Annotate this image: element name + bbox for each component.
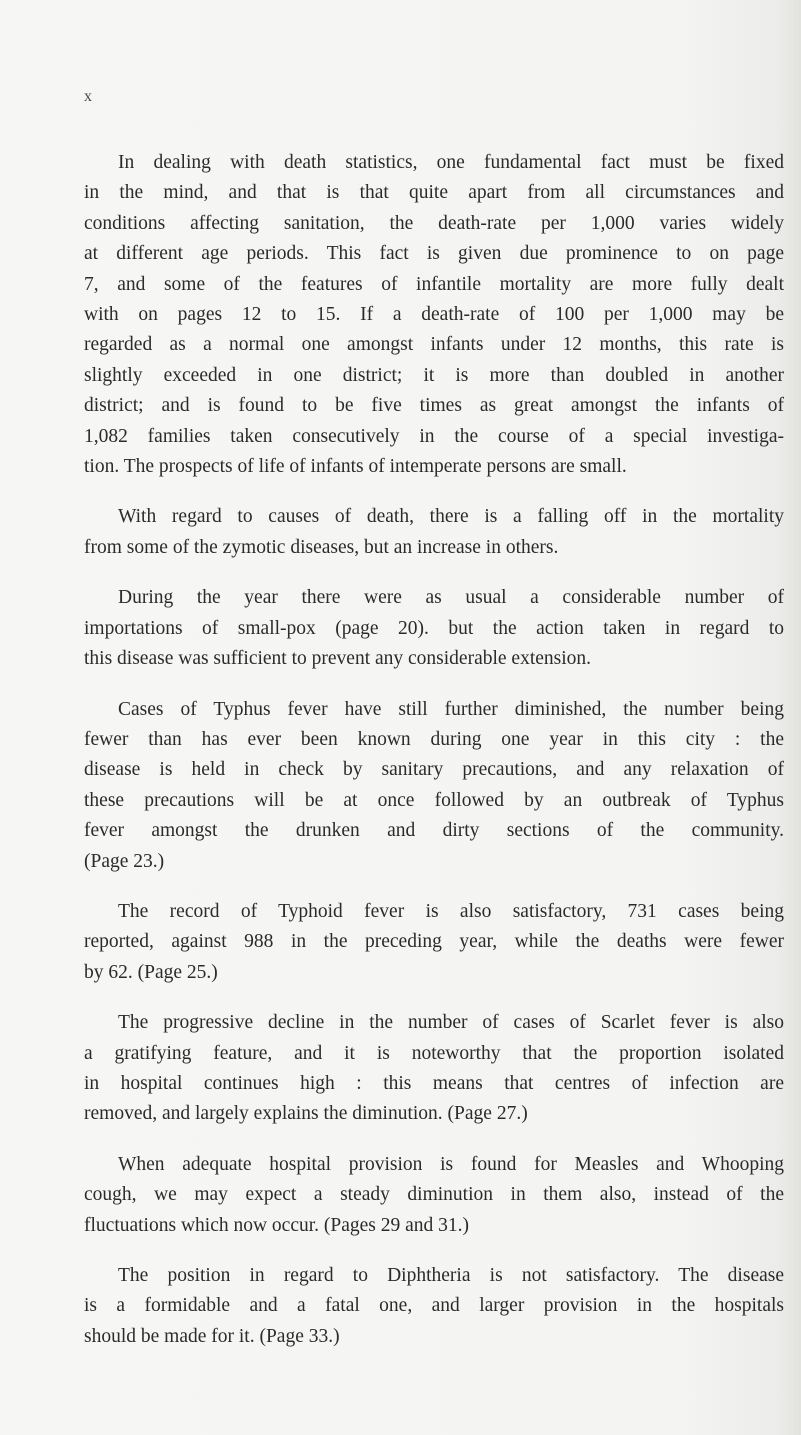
text-line: During the year there were as usual a considerable number of xyxy=(118,587,784,609)
text-line: by 62. (Page 25.) xyxy=(84,961,218,983)
text-line: fluctuations which now occur. (Pages 29 and 31.) xyxy=(84,1214,470,1236)
text-line: should be made for it. (Page 33.) xyxy=(84,1325,340,1347)
text-line: The progressive decline in the number of cases of Scarlet fever is also xyxy=(118,1012,784,1034)
text-line: in hospital continues high : this means that centres of infection are xyxy=(84,1072,784,1094)
paragraph xyxy=(84,695,784,877)
text-line: When adequate hospital provision is found for Measles and Whooping xyxy=(118,1153,784,1175)
paragraph xyxy=(84,1261,784,1352)
text-line: importations of small-pox (page 20). but the action taken in regard to xyxy=(84,617,784,639)
text-line: 1,082 families taken consecutively in the course of a special investiga- xyxy=(84,425,784,447)
paragraph xyxy=(84,148,784,482)
page-number: x xyxy=(84,88,93,105)
text-line: slightly exceeded in one district; it is more than doubled in another xyxy=(84,364,784,386)
paragraph xyxy=(84,502,784,563)
paragraph xyxy=(84,1008,784,1130)
text-line: (Page 23.) xyxy=(84,850,165,872)
text-line: district; and is found to be five times as great amongst the infants of xyxy=(84,395,784,417)
paragraph xyxy=(84,897,784,988)
text-line: a gratifying feature, and it is noteworthy that the proportion isolated xyxy=(84,1042,784,1064)
text-line: this disease was sufficient to prevent any considerable extension. xyxy=(84,648,592,670)
text-line: is a formidable and a fatal one, and larger provision in the hospitals xyxy=(84,1295,784,1317)
text-line: removed, and largely explains the diminution. (Page 27.) xyxy=(84,1103,528,1125)
report-body xyxy=(84,148,784,1372)
text-line: from some of the zymotic diseases, but an increase in others. xyxy=(84,536,559,558)
paragraph xyxy=(84,1150,784,1241)
text-line: cough, we may expect a steady diminution in them also, instead of the xyxy=(84,1184,784,1206)
text-line: 7, and some of the features of infantile mortality are more fully dealt xyxy=(84,273,784,295)
text-line: tion. The prospects of life of infants of intemperate persons are small. xyxy=(84,456,627,478)
text-line: disease is held in check by sanitary precautions, and any relaxation of xyxy=(84,759,784,781)
text-line: in the mind, and that is that quite apart from all circumstances and xyxy=(84,182,784,204)
text-line: In dealing with death statistics, one fundamental fact must be fixed xyxy=(118,152,784,173)
text-line: Cases of Typhus fever have still further diminished, the number being xyxy=(118,698,784,720)
text-line: The position in regard to Diphtheria is not satisfactory. The disease xyxy=(118,1265,784,1286)
text-line: conditions affecting sanitation, the death-rate per 1,000 varies widely xyxy=(84,212,784,234)
text-line: these precautions will be at once followed by an outbreak of Typhus xyxy=(84,789,784,811)
text-line: with on pages 12 to 15. If a death-rate of 100 per 1,000 may be xyxy=(84,304,784,326)
text-line: With regard to causes of death, there is a falling off in the mortality xyxy=(118,506,784,528)
text-line: fewer than has ever been known during one year in this city : the xyxy=(84,728,784,750)
paragraph xyxy=(84,583,784,674)
text-line: The record of Typhoid fever is also satisfactory, 731 cases being xyxy=(118,900,784,922)
text-line: reported, against 988 in the preceding year, while the deaths were fewer xyxy=(84,931,784,953)
text-line: at different age periods. This fact is given due prominence to on page xyxy=(84,243,784,265)
text-line: regarded as a normal one amongst infants under 12 months, this rate is xyxy=(84,334,784,356)
text-line: fever amongst the drunken and dirty sections of the community. xyxy=(84,820,784,842)
